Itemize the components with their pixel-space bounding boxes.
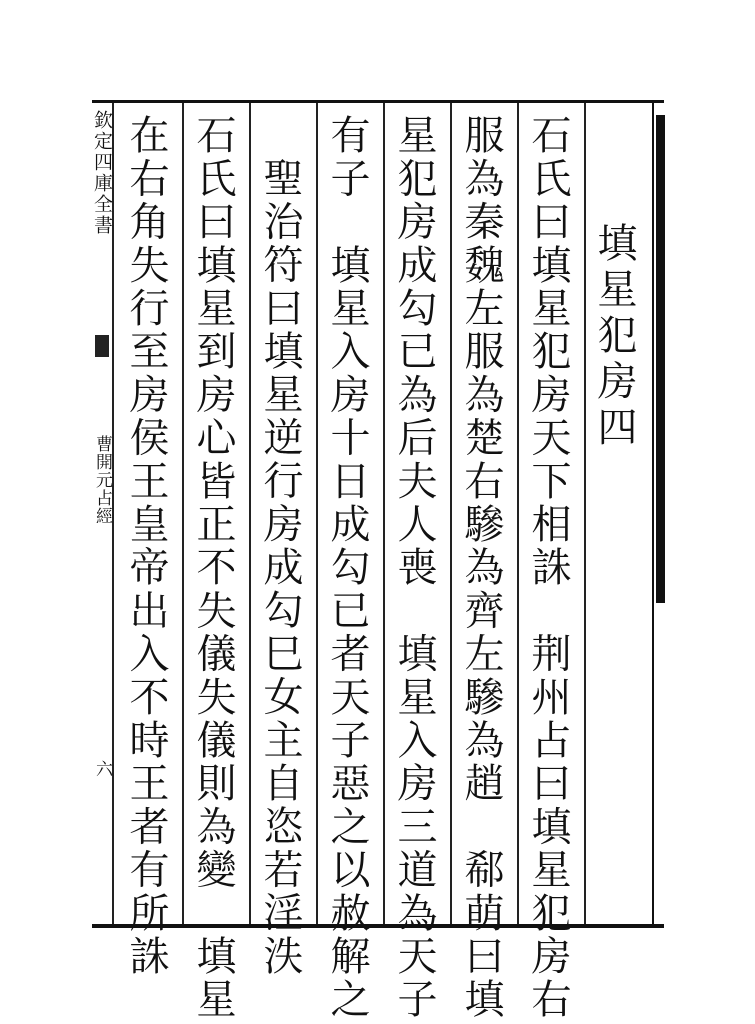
margin-book-title: 曹開元占經	[92, 435, 112, 525]
column-divider	[450, 103, 452, 924]
text-column-1: 石氏曰填星犯房天下相誅 荆州占曰填星犯房右	[525, 114, 571, 1022]
margin-page-number: 六	[92, 760, 112, 787]
section-heading: 填星犯房四	[591, 222, 637, 452]
frame-bottom-rule	[92, 924, 664, 928]
column-divider	[584, 103, 586, 924]
frame-top-rule	[92, 100, 664, 103]
frame-right-thick-rule	[656, 115, 665, 603]
text-column-6: 石氏曰填星到房心皆正不失儀失儀則為變 填星	[190, 114, 236, 1022]
text-column-7: 在右角失行至房侯王皇帝出入不時王者有所誅	[123, 114, 169, 978]
column-divider	[383, 103, 385, 924]
column-divider	[182, 103, 184, 924]
text-column-5: 聖治符曰填星逆行房成勾巳女主自恣若淫泆	[257, 157, 303, 978]
text-column-3: 星犯房成勾已為后夫人喪 填星入房三道為天子	[391, 114, 437, 1022]
frame-right-rule	[652, 100, 654, 928]
fish-tail-mark	[95, 335, 109, 357]
column-divider	[316, 103, 318, 924]
margin-collection-title: 欽定四庫全書	[91, 110, 113, 236]
text-column-2: 服為秦魏左服為楚右驂為齊左驂為趙 郗萌曰填	[458, 114, 504, 1022]
text-column-4: 有子 填星入房十日成勾已者天子惡之以赦解之	[324, 114, 370, 1022]
column-divider	[517, 103, 519, 924]
column-divider	[249, 103, 251, 924]
